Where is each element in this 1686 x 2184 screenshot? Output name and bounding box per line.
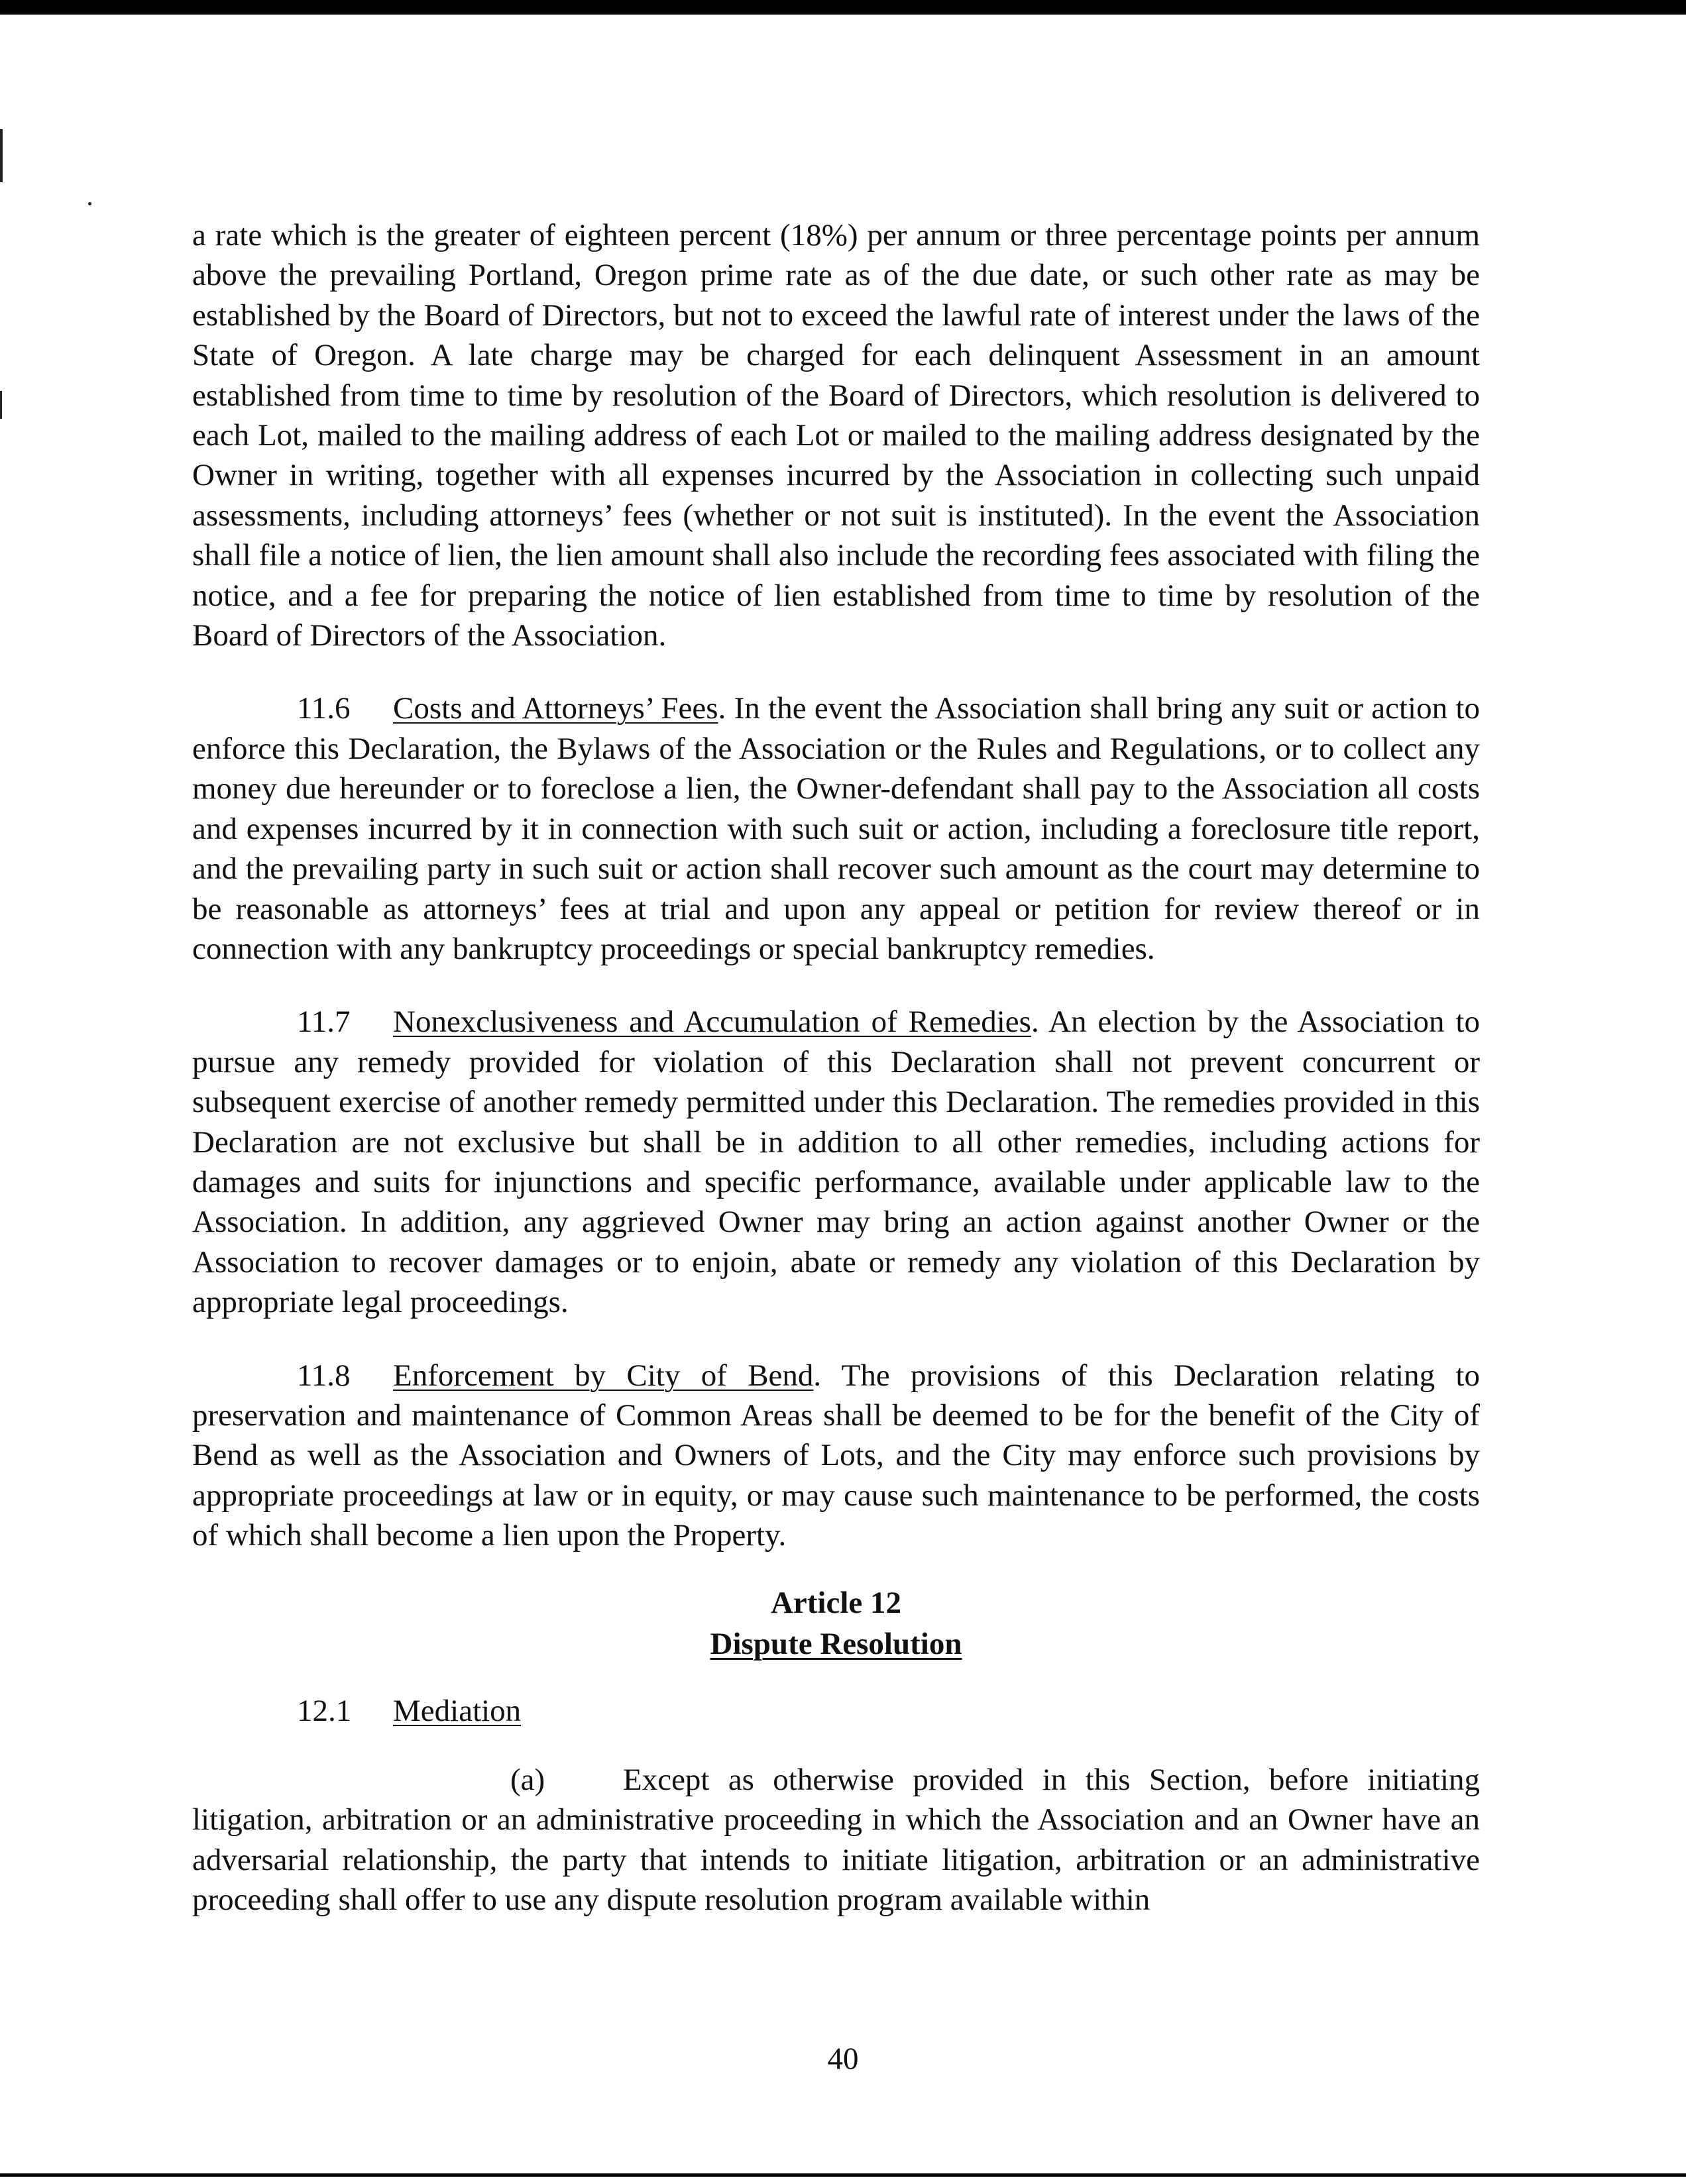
subsection-title: Mediation (393, 1693, 522, 1728)
article-number: Article 12 (770, 1585, 902, 1620)
subsection-number: 12.1 (297, 1693, 352, 1728)
section-number: 11.8 (297, 1358, 351, 1393)
section-11-7 (192, 1002, 1480, 1322)
section-title: Nonexclusiveness and Accumulation of Remedies (393, 1005, 1031, 1040)
article-title: Dispute Resolution (710, 1626, 962, 1661)
document-page (192, 215, 1480, 1953)
scan-top-border (0, 0, 1686, 15)
scan-speck (88, 202, 91, 205)
scan-margin-mark (0, 391, 2, 419)
section-11-6 (192, 688, 1480, 969)
clause-label: (a) (510, 1763, 545, 1797)
article-heading (192, 1582, 1480, 1665)
scan-bottom-border (0, 2173, 1686, 2177)
scan-margin-mark (0, 129, 3, 182)
clause-body: Except as otherwise provided in this Section, before initiating litigation, arbitration or an administrative proceeding in which the Association and an Owner have an adversarial relationship, the party that intends to initiate litigation, arbitration or an administrative proceeding shall offer to use any dispute resolution program available within (192, 1763, 1480, 1918)
section-title: Enforcement by City of Bend (393, 1358, 814, 1393)
page-number: 40 (827, 2042, 859, 2076)
section-number: 11.7 (297, 1005, 351, 1040)
section-number: 11.6 (297, 691, 351, 726)
clause-a (192, 1760, 1480, 1920)
section-body: . The provisions of this Declaration relating to preservation and maintenance of Common Areas shall be deemed to be for the benefit of the City of Bend as well as the Association and Owners of Lots, and the City may enforce such provisions by appropriate proceedings at law or in equity, or may cause such maintenance to be performed, the costs of which shall become a lien upon the Property. (192, 1358, 1480, 1553)
intro-paragraph: a rate which is the greater of eighteen percent (18%) per annum or three percentage points per annum above the prevailing Portland, Oregon prime rate as of the due date, or such other rate as may be established by the Board of Directors, but not to exceed the lawful rate of interest under the laws of the State of Oregon. A late charge may be charged for each delinquent Assessment in an amount established from time to time by resolution of the Board of Directors, which resolution is delivered to each Lot, mailed to the mailing address of each Lot or mailed to the mailing address designated by the Owner in writing, together with all expenses incurred by the Association in collecting such unpaid assessments, including attorneys’ fees (whether or not suit is instituted). In the event the Association shall file a notice of lien, the lien amount shall also include the recording fees associated with filing the notice, and a fee for preparing the notice of lien established from time to time by resolution of the Board of Directors of the Association. (192, 218, 1480, 653)
section-title: Costs and Attorneys’ Fees (393, 691, 718, 726)
section-body: . In the event the Association shall bring any suit or action to enforce this Declaration, the Bylaws of the Association or the Rules and Regulations, or to collect any money due hereunder or to foreclose a lien, the Owner-defendant shall pay to the Association all costs and expenses incurred by it in connection with such suit or action, including a foreclosure title report, and the prevailing party in such suit or action shall recover such amount as the court may determine to be reasonable as attorneys’ fees at trial and upon any appeal or petition for review thereof or in connection with any bankruptcy proceedings or special bankruptcy remedies. (192, 691, 1480, 966)
section-body: . An election by the Association to pursue any remedy provided for violation of this Declaration shall not prevent concurrent or subsequent exercise of another remedy permitted under this Declaration. The remedies provided in this Declaration are not exclusive but shall be in addition to all other remedies, including actions for damages and suits for injunctions and specific performance, available under applicable law to the Association. In addition, any aggrieved Owner may bring an action against another Owner or the Association to recover damages or to enjoin, abate or remedy any violation of this Declaration by appropriate legal proceedings. (192, 1005, 1480, 1320)
section-11-8 (192, 1356, 1480, 1556)
subsection-heading (192, 1691, 1480, 1731)
